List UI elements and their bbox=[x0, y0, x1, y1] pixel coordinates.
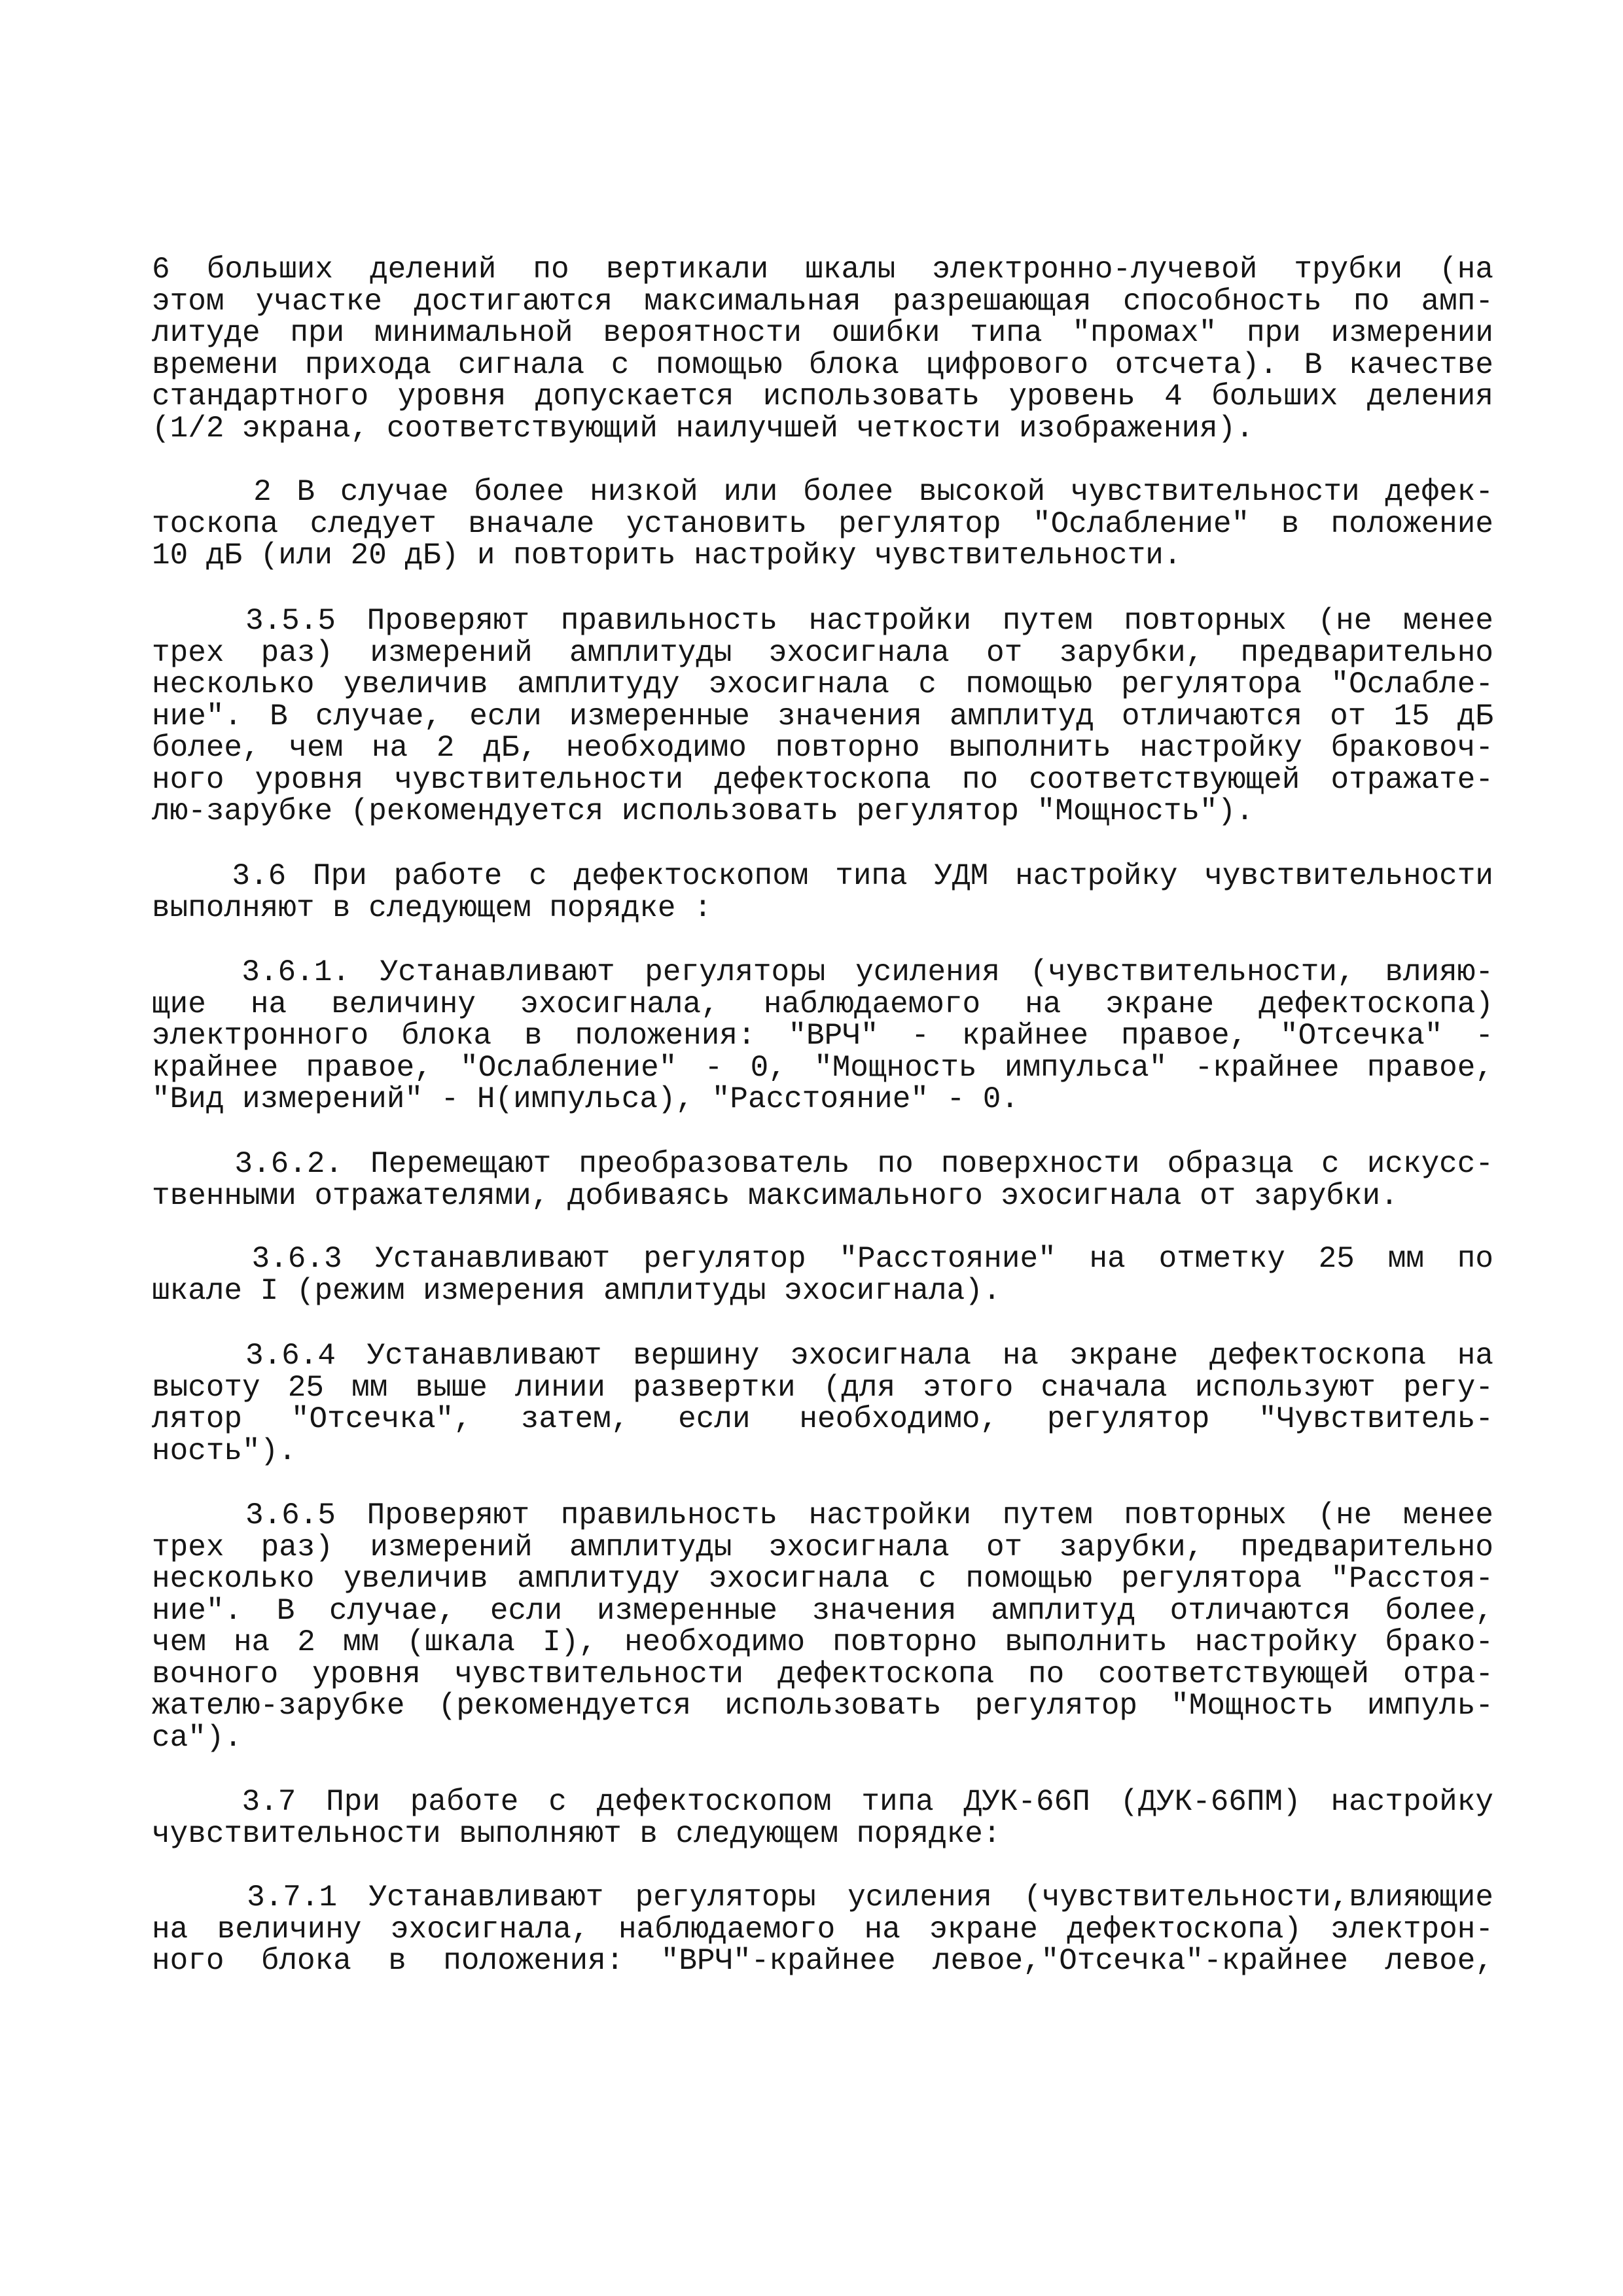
text-line: времени прихода сигнала с помощью блока цифрового отсчета). В качестве bbox=[152, 347, 1493, 382]
text-line: высоту 25 мм выше линии развертки (для этого сначала используют регу- bbox=[152, 1370, 1493, 1405]
text-line: 3.7.1 Устанавливают регуляторы усиления (чувствительности,влияющие bbox=[152, 1881, 1493, 1915]
text-line: 3.7 При работе с дефектоскопом типа ДУК-66П (ДУК-66ПМ) настройку bbox=[152, 1785, 1493, 1819]
text-line: 2 В случае более низкой или более высокой чувствительности дефек- bbox=[152, 475, 1493, 509]
text-line: 3.6 При работе с дефектоскопом типа УДМ настройку чувствительности bbox=[152, 859, 1493, 893]
text-line: "Вид измерений" - Н(импульса), "Расстояние" - 0. bbox=[152, 1082, 1020, 1116]
text-line: 3.6.1. Устанавливают регуляторы усиления (чувствительности, влияю- bbox=[152, 955, 1493, 989]
text-line: щие на величину эхосигнала, наблюдаемого на экране дефектоскопа) bbox=[152, 987, 1493, 1021]
paragraph-3-6-2 bbox=[152, 1148, 1493, 1212]
paragraph-3-6-4 bbox=[152, 1340, 1493, 1467]
text-line: (1/2 экрана, соответствующий наилучшей четкости изображения). bbox=[152, 411, 1254, 446]
text-line: чем на 2 мм (шкала I), необходимо повторно выполнить настройку брако- bbox=[152, 1625, 1493, 1659]
text-line: тоскопа следует вначале установить регулятор "Ослабление" в положение bbox=[152, 506, 1493, 541]
text-line: 3.6.5 Проверяют правильность настройки путем повторных (не менее bbox=[152, 1498, 1493, 1532]
text-line: этом участке достигаются максимальная разрешающая способность по амп- bbox=[152, 284, 1493, 319]
text-line: 3.6.2. Перемещают преобразователь по поверхности образца с искусс- bbox=[152, 1147, 1493, 1181]
text-line: чувствительности выполняют в следующем порядке: bbox=[152, 1816, 1001, 1851]
text-line: электронного блока в положения: "ВРЧ" - крайнее правое, "Отсечка" - bbox=[152, 1019, 1493, 1053]
text-line: ного уровня чувствительности дефектоскопа по соответствующей отражате- bbox=[152, 762, 1493, 797]
paragraph-note-2 bbox=[152, 476, 1493, 572]
text-line: ность"). bbox=[152, 1434, 296, 1468]
text-line: трех раз) измерений амплитуды эхосигнала от зарубки, предварительно bbox=[152, 635, 1493, 670]
text-line: трех раз) измерений амплитуды эхосигнала от зарубки, предварительно bbox=[152, 1530, 1493, 1564]
text-line: ного блока в положения: "ВРЧ"-крайнее левое,"Отсечка"-крайнее левое, bbox=[152, 1944, 1493, 1978]
text-line: 10 дБ (или 20 дБ) и повторить настройку чувствительности. bbox=[152, 539, 1182, 573]
text-line: шкале I (режим измерения амплитуды эхосигнала). bbox=[152, 1273, 1001, 1308]
text-line: на величину эхосигнала, наблюдаемого на экране дефектоскопа) электрон- bbox=[152, 1912, 1493, 1947]
text-line: крайнее правое, "Ослабление" - 0, "Мощность импульса" -крайнее правое, bbox=[152, 1050, 1493, 1085]
text-line: более, чем на 2 дБ, необходимо повторно выполнить настройку браковоч- bbox=[152, 731, 1493, 765]
paragraph-intro-continuation bbox=[152, 254, 1493, 444]
text-line: 6 больших делений по вертикали шкалы электронно-лучевой трубки (на bbox=[152, 253, 1493, 287]
text-line: твенными отражателями, добиваясь максимального эхосигнала от зарубки. bbox=[152, 1178, 1399, 1213]
text-line: жателю-зарубке (рекомендуется использовать регулятор "Мощность импуль- bbox=[152, 1689, 1493, 1723]
text-line: 3.5.5 Проверяют правильность настройки путем повторных (не менее bbox=[152, 604, 1493, 638]
paragraph-3-6-5 bbox=[152, 1500, 1493, 1754]
text-line: литуде при минимальной вероятности ошибки типа "промах" при измерении bbox=[152, 316, 1493, 350]
text-line: выполняют в следующем порядке : bbox=[152, 891, 712, 925]
text-line: лятор "Отсечка", затем, если необходимо, регулятор "Чувствитель- bbox=[152, 1402, 1493, 1436]
text-line: ние". В случае, если измеренные значения амплитуд отличаются более, bbox=[152, 1593, 1493, 1628]
text-line: стандартного уровня допускается использовать уровень 4 больших деления bbox=[152, 380, 1493, 414]
text-line: лю-зарубке (рекомендуется использовать регулятор "Мощность"). bbox=[152, 794, 1254, 828]
paragraph-3-5-5 bbox=[152, 605, 1493, 828]
paragraph-3-6 bbox=[152, 860, 1493, 924]
paragraph-3-6-1 bbox=[152, 957, 1493, 1116]
text-line: несколько увеличив амплитуду эхосигнала с помощью регулятора "Расстоя- bbox=[152, 1562, 1493, 1596]
paragraph-3-7-1 bbox=[152, 1882, 1493, 1977]
text-line: вочного уровня чувствительности дефектоскопа по соответствующей отра- bbox=[152, 1657, 1493, 1691]
text-line: 3.6.4 Устанавливают вершину эхосигнала на экране дефектоскопа на bbox=[152, 1339, 1493, 1373]
text-line: ние". В случае, если измеренные значения амплитуд отличаются от 15 дБ bbox=[152, 699, 1493, 733]
text-line: са"). bbox=[152, 1720, 243, 1755]
text-line: 3.6.3 Устанавливают регулятор "Расстояние" на отметку 25 мм по bbox=[152, 1242, 1493, 1276]
text-line: несколько увеличив амплитуду эхосигнала с помощью регулятора "Ослабле- bbox=[152, 667, 1493, 701]
paragraph-3-7 bbox=[152, 1786, 1493, 1850]
paragraph-3-6-3 bbox=[152, 1243, 1493, 1307]
